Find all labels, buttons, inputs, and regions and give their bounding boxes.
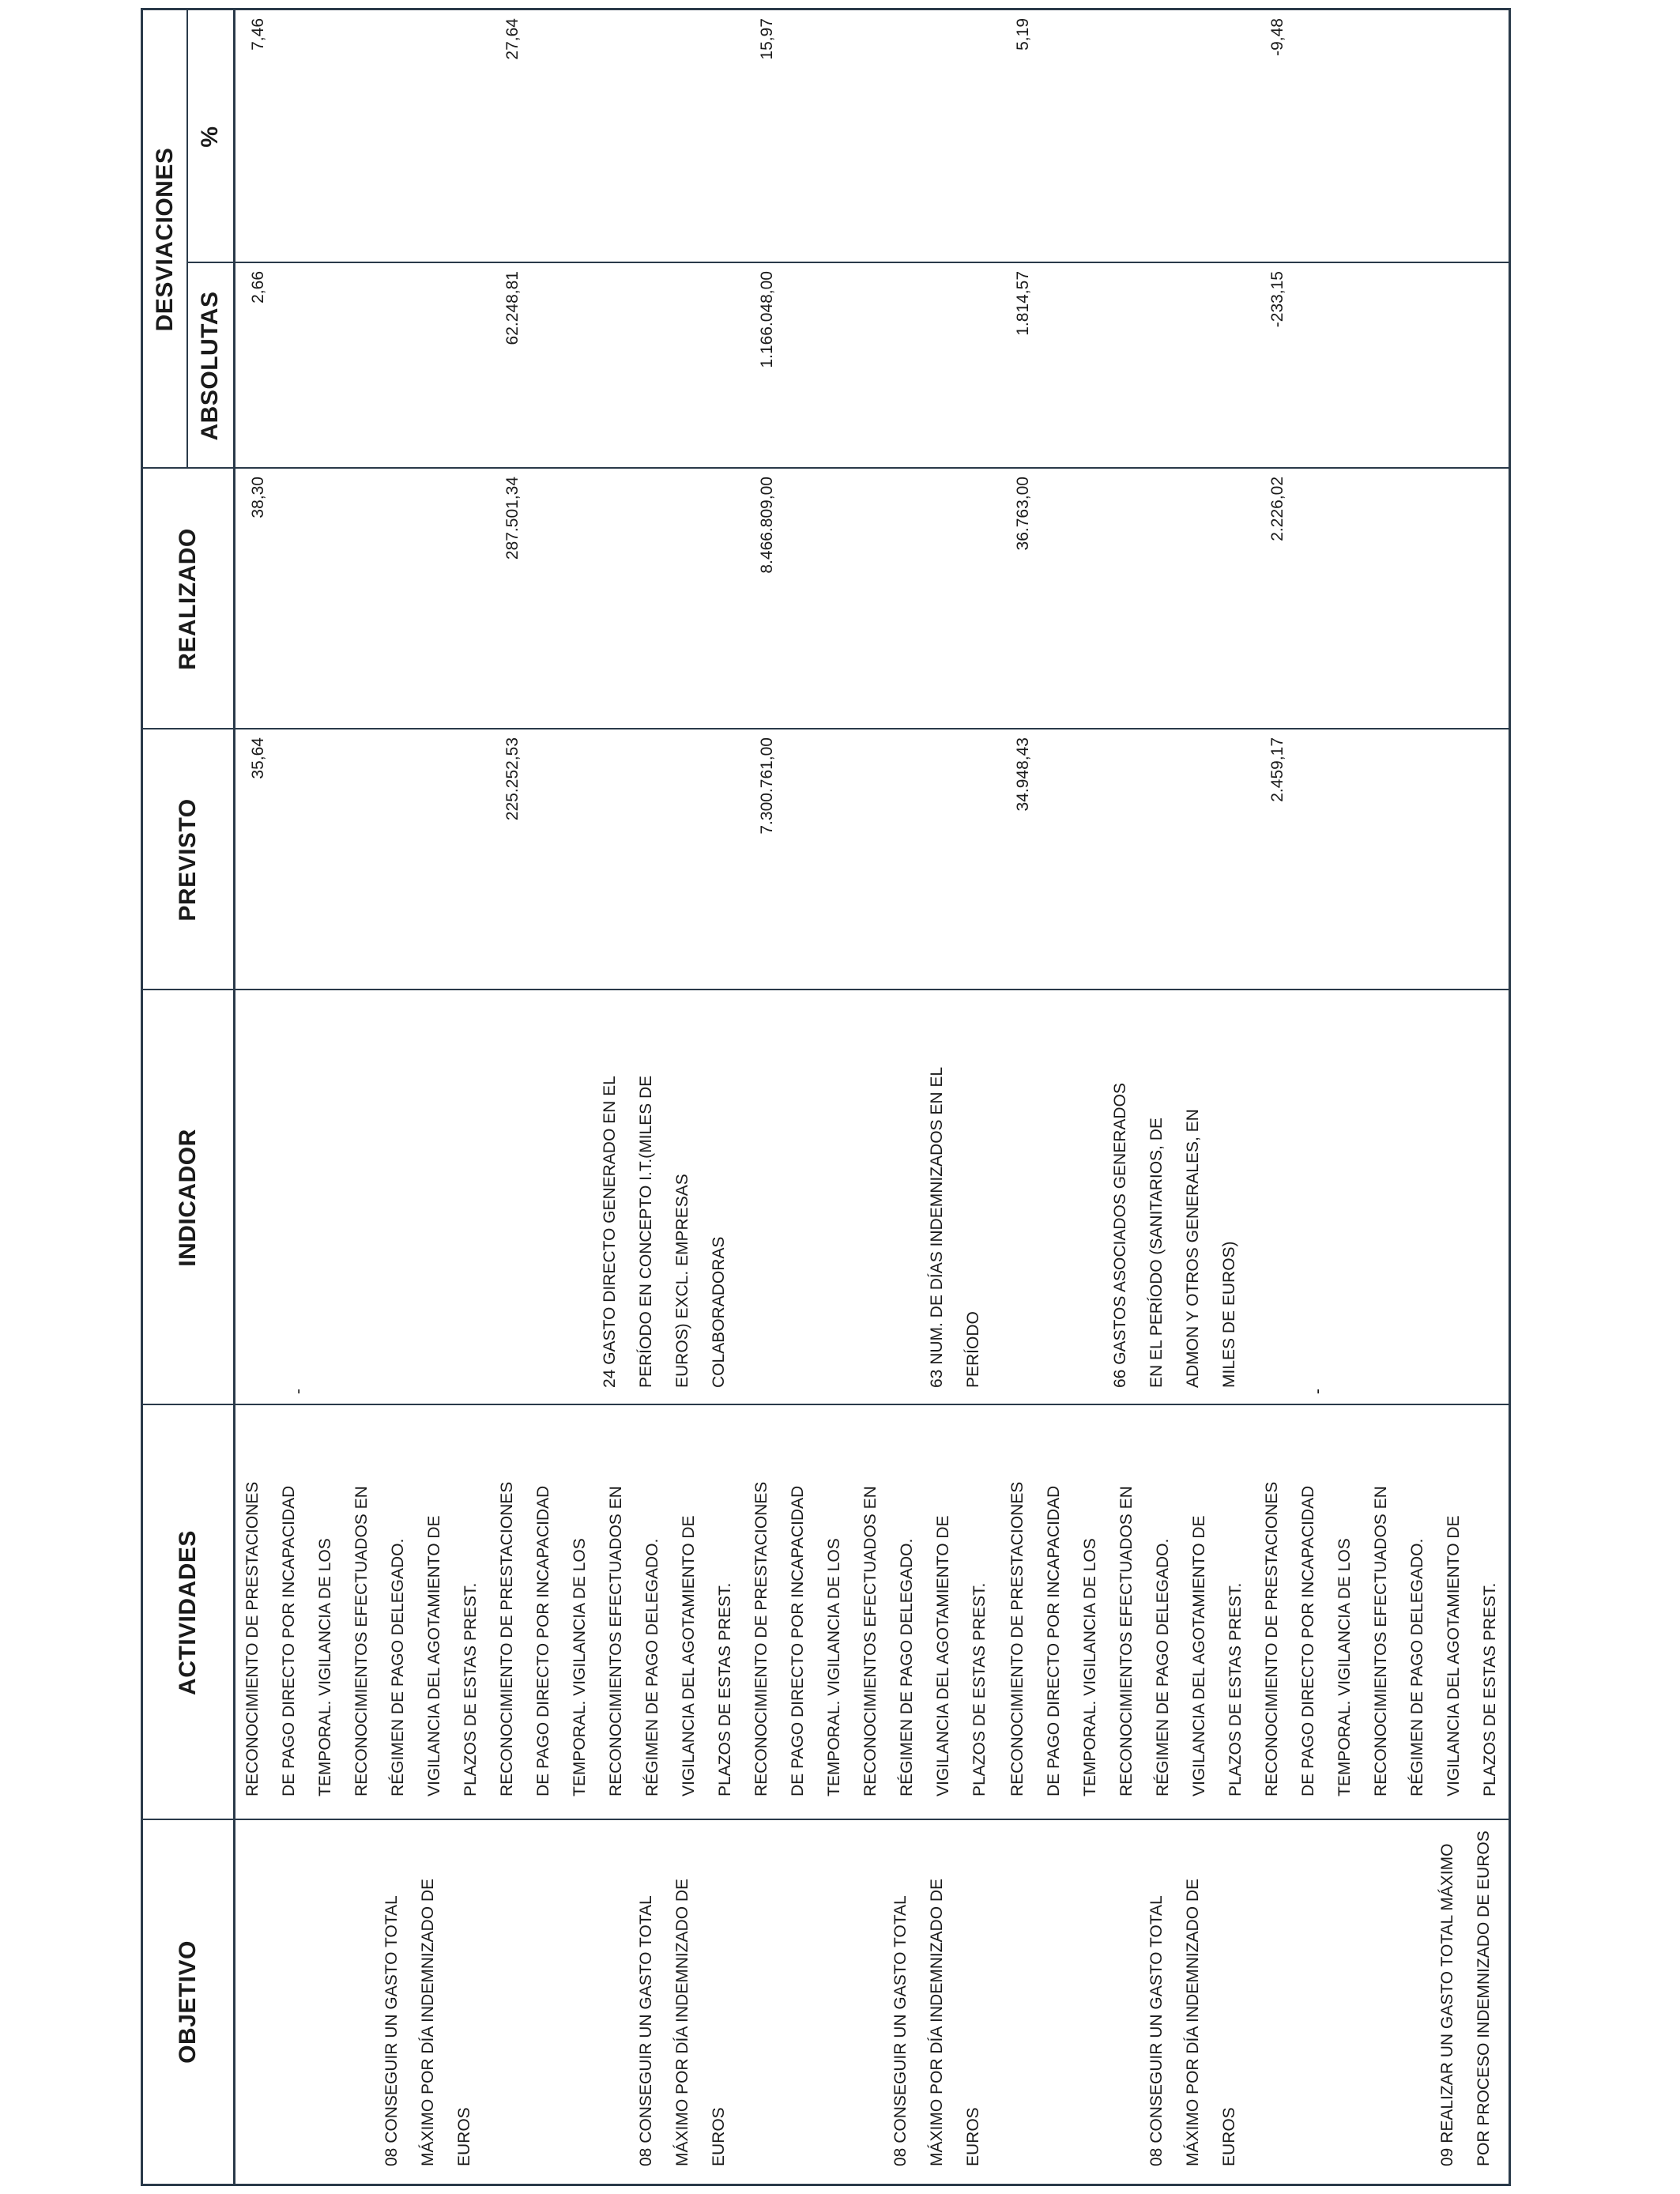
indicador-line: MILES DE EUROS) xyxy=(1220,1241,1238,1388)
indicador-cell xyxy=(281,990,317,1405)
header-absolutas: ABSOLUTAS xyxy=(196,291,223,441)
data-table xyxy=(141,8,1511,2186)
table-row xyxy=(744,10,998,2184)
porcentaje-value: 7,46 xyxy=(249,18,267,51)
header-porcentaje: % xyxy=(196,126,223,148)
actividades-cell xyxy=(489,1405,744,1820)
objetivo-line: EUROS xyxy=(1220,2107,1238,2166)
realizado-value: 8.466.809,00 xyxy=(758,477,776,574)
actividades-cell xyxy=(235,1405,489,1820)
objetivo-line: POR PROCESO INDEMNIZADO DE EUROS xyxy=(1475,1830,1493,2166)
porcentaje-value: 27,64 xyxy=(503,18,522,60)
actividad-line: TEMPORAL. VIGILANCIA DE LOS xyxy=(571,1538,589,1796)
actividad-line: PLAZOS DE ESTAS PREST. xyxy=(461,1582,480,1796)
previsto-value: 7.300.761,00 xyxy=(758,737,776,835)
indicador-cell xyxy=(1102,990,1248,1405)
previsto-value: 225.252,53 xyxy=(503,737,522,821)
objetivo-line: MÁXIMO POR DÍA INDEMNIZADO DE xyxy=(928,1878,946,2166)
actividad-line: DE PAGO DIRECTO POR INCAPACIDAD xyxy=(1299,1485,1317,1796)
actividad-line: RECONOCIMIENTOS EFECTUADOS EN xyxy=(352,1486,371,1796)
actividad-line: DE PAGO DIRECTO POR INCAPACIDAD xyxy=(789,1485,807,1796)
actividad-line: RÉGIMEN DE PAGO DELEGADO. xyxy=(389,1538,407,1796)
actividad-line: RECONOCIMIENTO DE PRESTACIONES xyxy=(1263,1481,1281,1796)
indicador-cell xyxy=(1300,990,1336,1405)
objetivo-line: 08 CONSEGUIR UN GASTO TOTAL xyxy=(382,1895,401,2166)
absolutas-value: 2,66 xyxy=(249,271,267,303)
previsto-value: 35,64 xyxy=(249,737,267,779)
realizado-value: 2.226,02 xyxy=(1268,477,1286,541)
actividad-line: RECONOCIMIENTO DE PRESTACIONES xyxy=(243,1481,262,1796)
objetivo-line: EUROS xyxy=(455,2107,473,2166)
indicador-line: COLABORADORAS xyxy=(710,1236,728,1388)
header-desviaciones: DESVIACIONES xyxy=(151,147,178,332)
realizado-value: 287.501,34 xyxy=(503,477,522,560)
indicador-line: EUROS) EXCL. EMPRESAS xyxy=(673,1174,691,1388)
indicador-line: PERÍODO EN CONCEPTO I.T.(MILES DE xyxy=(637,1075,655,1388)
objetivo-line: 09 REALIZAR UN GASTO TOTAL MÁXIMO xyxy=(1438,1843,1456,2166)
objetivo-line: MÁXIMO POR DÍA INDEMNIZADO DE xyxy=(419,1878,437,2166)
actividad-line: TEMPORAL. VIGILANCIA DE LOS xyxy=(1081,1538,1099,1796)
actividad-line: PLAZOS DE ESTAS PREST. xyxy=(1226,1582,1245,1796)
actividad-line: VIGILANCIA DEL AGOTAMIENTO DE xyxy=(1445,1515,1463,1796)
actividad-line: RECONOCIMIENTOS EFECTUADOS EN xyxy=(861,1486,880,1796)
objetivo-cell xyxy=(1139,1820,1248,2184)
objetivo-line: EUROS xyxy=(964,2107,982,2166)
actividades-cell xyxy=(744,1405,998,1820)
actividad-line: VIGILANCIA DEL AGOTAMIENTO DE xyxy=(680,1515,698,1796)
indicador-line: - xyxy=(289,1389,307,1394)
absolutas-value: -233,15 xyxy=(1268,271,1286,328)
actividad-line: DE PAGO DIRECTO POR INCAPACIDAD xyxy=(1045,1485,1063,1796)
actividades-cell xyxy=(1254,1405,1509,1820)
objetivo-line: MÁXIMO POR DÍA INDEMNIZADO DE xyxy=(673,1878,691,2166)
absolutas-value: 1.814,57 xyxy=(1014,271,1032,336)
actividad-line: DE PAGO DIRECTO POR INCAPACIDAD xyxy=(534,1485,552,1796)
objetivo-cell xyxy=(1430,1820,1502,2184)
indicador-line: PERÍODO xyxy=(964,1311,982,1388)
previsto-value: 34.948,43 xyxy=(1014,737,1032,812)
realizado-value: 38,30 xyxy=(249,477,267,518)
table-row xyxy=(1254,10,1509,2184)
objetivo-cell xyxy=(628,1820,737,2184)
actividad-line: DE PAGO DIRECTO POR INCAPACIDAD xyxy=(280,1485,298,1796)
table-row xyxy=(235,10,489,2184)
actividad-line: VIGILANCIA DEL AGOTAMIENTO DE xyxy=(1190,1515,1208,1796)
actividad-line: VIGILANCIA DEL AGOTAMIENTO DE xyxy=(425,1515,443,1796)
actividad-line: TEMPORAL. VIGILANCIA DE LOS xyxy=(316,1538,334,1796)
actividad-line: RECONOCIMIENTOS EFECTUADOS EN xyxy=(1117,1486,1136,1796)
objetivo-cell xyxy=(374,1820,483,2184)
objetivo-line: 08 CONSEGUIR UN GASTO TOTAL xyxy=(1147,1895,1166,2166)
realizado-value: 36.763,00 xyxy=(1014,477,1032,551)
actividad-line: RECONOCIMIENTO DE PRESTACIONES xyxy=(752,1481,770,1796)
header-objetivo: OBJETIVO xyxy=(175,1940,201,2064)
header-previsto: PREVISTO xyxy=(175,798,201,922)
actividad-line: PLAZOS DE ESTAS PREST. xyxy=(970,1582,989,1796)
indicador-line: 66 GASTOS ASOCIADOS GENERADOS xyxy=(1111,1083,1129,1388)
actividad-line: RECONOCIMIENTO DE PRESTACIONES xyxy=(498,1481,516,1796)
actividad-line: RECONOCIMIENTO DE PRESTACIONES xyxy=(1008,1481,1026,1796)
header-indicador: INDICADOR xyxy=(175,1129,201,1267)
actividad-line: PLAZOS DE ESTAS PREST. xyxy=(716,1582,734,1796)
indicador-line: - xyxy=(1309,1389,1327,1394)
previsto-value: 2.459,17 xyxy=(1268,737,1286,802)
actividad-line: RÉGIMEN DE PAGO DELEGADO. xyxy=(898,1538,916,1796)
actividad-line: TEMPORAL. VIGILANCIA DE LOS xyxy=(825,1538,843,1796)
indicador-line: EN EL PERÍODO (SANITARIOS, DE xyxy=(1147,1118,1166,1388)
actividad-line: VIGILANCIA DEL AGOTAMIENTO DE xyxy=(934,1515,952,1796)
objetivo-cell xyxy=(883,1820,992,2184)
objetivo-line: MÁXIMO POR DÍA INDEMNIZADO DE xyxy=(1184,1878,1202,2166)
desviaciones-divider xyxy=(186,10,188,469)
absolutas-value: 1.166.048,00 xyxy=(758,271,776,368)
table-row xyxy=(1000,10,1254,2184)
indicador-line: 24 GASTO DIRECTO GENERADO EN EL xyxy=(601,1076,619,1388)
actividad-line: RÉGIMEN DE PAGO DELEGADO. xyxy=(1408,1538,1426,1796)
header-actividades: ACTIVIDADES xyxy=(175,1530,201,1695)
table-row xyxy=(489,10,744,2184)
actividad-line: PLAZOS DE ESTAS PREST. xyxy=(1481,1582,1499,1796)
absolutas-value: 62.248,81 xyxy=(503,271,522,345)
indicador-cell xyxy=(919,990,992,1405)
actividad-line: RÉGIMEN DE PAGO DELEGADO. xyxy=(1154,1538,1172,1796)
objetivo-line: 08 CONSEGUIR UN GASTO TOTAL xyxy=(891,1895,910,2166)
actividades-cell xyxy=(1000,1405,1254,1820)
porcentaje-value: 15,97 xyxy=(758,18,776,60)
indicador-line: 63 NUM. DE DÍAS INDEMNIZADOS EN EL xyxy=(928,1066,946,1388)
porcentaje-value: 5,19 xyxy=(1014,18,1032,51)
porcentaje-value: -9,48 xyxy=(1268,18,1286,56)
objetivo-line: EUROS xyxy=(710,2107,728,2166)
objetivo-line: 08 CONSEGUIR UN GASTO TOTAL xyxy=(637,1895,655,2166)
actividad-line: TEMPORAL. VIGILANCIA DE LOS xyxy=(1335,1538,1354,1796)
actividad-line: RECONOCIMIENTOS EFECTUADOS EN xyxy=(607,1486,625,1796)
indicador-cell xyxy=(592,990,737,1405)
header-realizado: REALIZADO xyxy=(175,528,201,670)
actividad-line: RÉGIMEN DE PAGO DELEGADO. xyxy=(643,1538,661,1796)
actividad-line: RECONOCIMIENTOS EFECTUADOS EN xyxy=(1372,1486,1390,1796)
indicador-line: ADMON Y OTROS GENERALES, EN xyxy=(1184,1109,1202,1388)
